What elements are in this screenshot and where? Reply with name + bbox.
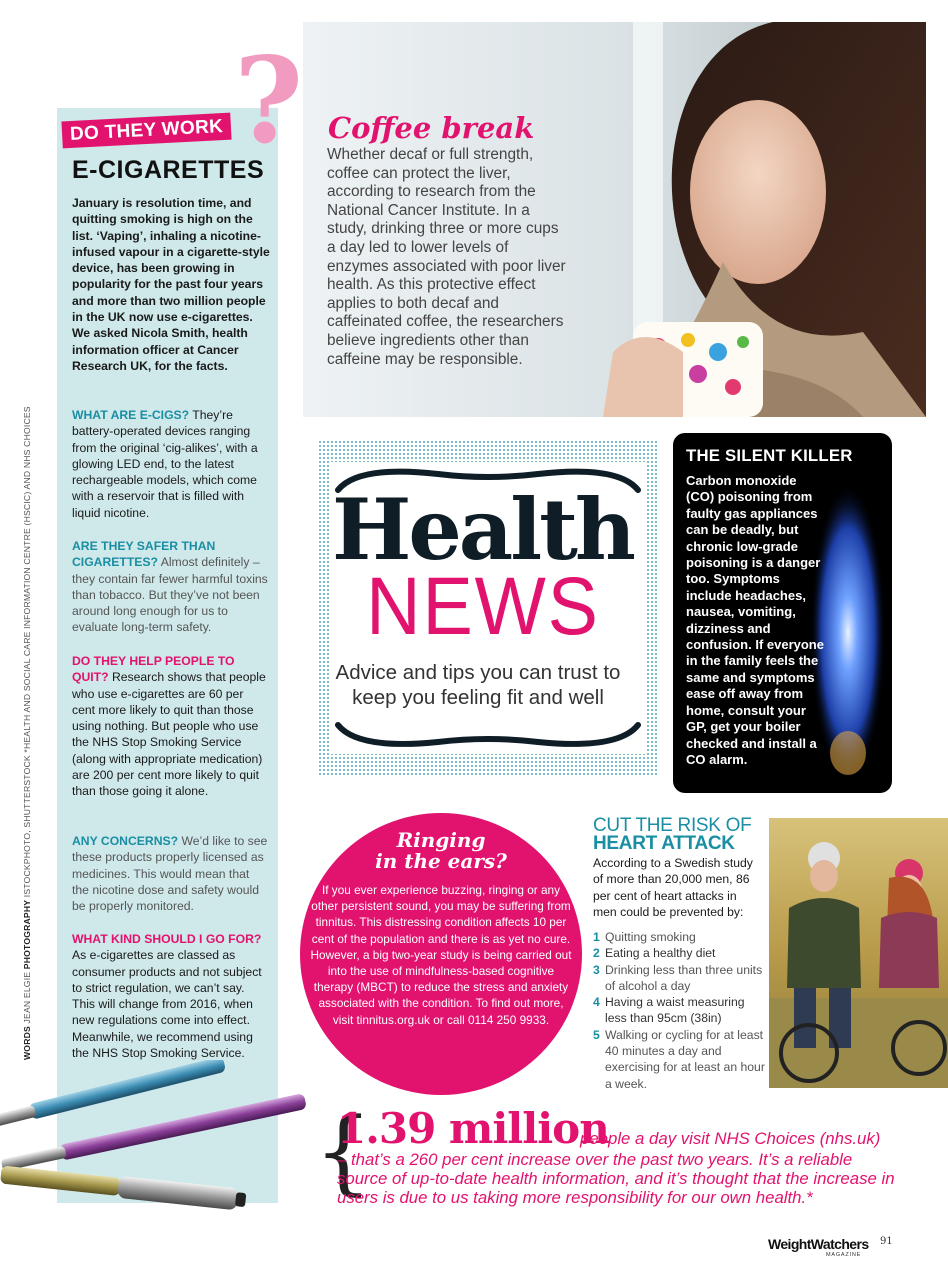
ecig-intro: January is resolution time, and quitting smoking is high on the list. ‘Vaping’, inhaling a nicotine-infused vapour in a cigarette-style device, has been growing in popularity for the past four years and more than two million people in the UK now use e-cigarettes. We asked Nicola Smith, health information officer at Cancer Research UK, for the facts. (72, 196, 270, 373)
health-news-tagline: Advice and tips you can trust to keep you feeling fit and well (335, 661, 621, 709)
ecig-section-safer (72, 538, 268, 636)
ecig-section-what (72, 407, 268, 521)
weightwatchers-logo: WeightWatchers (768, 1236, 869, 1252)
health-news-heading: Health (331, 480, 634, 579)
ringing-body: If you ever experience buzzing, ringing or any other persistent sound, you may be suffering from tinnitus. This distressing condition affects 10 per cent of the population and there is as yet no cure. However, a big two-year study is being carried out into the use of mindfulness-based cognitive therapy (MBCT) to reduce the stress and anxiety associated with the condition. To find out more, visit tinnitus.org.uk or call 0114 250 9933. (310, 883, 572, 1027)
ecig-section-quit (72, 653, 268, 800)
heart-intro: According to a Swedish study of more than 20,000 men, 86 per cent of heart attacks in men could be prevented by: (593, 856, 753, 919)
ecig-title: E-CIGARETTES (72, 156, 265, 184)
list-item: 3 Drinking less than three units of alcohol a day (593, 962, 763, 993)
ecig-answer: Almost definitely – they contain far fewer harmful toxins than tobacco. But they’ve not been around long enough for us to evaluate long-term safety. (72, 555, 268, 635)
ecig-question: ANY CONCERNS? (72, 834, 179, 848)
heart-title-line2: HEART ATTACK (593, 833, 735, 854)
list-item: 5 Walking or cycling for at least 40 minutes a day and exercising for at least an hour a week. (593, 1027, 765, 1091)
list-item: 2 Eating a healthy diet (593, 946, 716, 961)
photo-credits: WORDS JEAN ELGIE PHOTOGRAPHY ISTOCKPHOTO, SHUTTERSTOCK *HEALTH AND SOCIAL CARE INFORMATION CENTRE (HSCIC) AND NHS CHOICES (22, 406, 32, 1060)
coffee-body: Whether decaf or full strength, coffee can protect the liver, according to research from the National Cancer Institute. In a study, drinking three or more cups a day led to lower levels of enzymes associated with poor liver health. As this protective effect applies to both decaf and caffeinated coffee, the researchers believe ingredients other than caffeine may be responsible. (327, 146, 566, 368)
ecig-question: WHAT ARE E-CIGS? (72, 408, 190, 422)
ecig-question: WHAT KIND SHOULD I GO FOR? (72, 932, 262, 946)
stat-lead: people a day visit NHS Choices (nhs.uk) (580, 1129, 881, 1148)
ecig-answer: As e-cigarettes are classed as consumer products and not subject to strict regulation, we can’t say. This will change from 2016, when new regulations come into effect. Meanwhile, we recommend using the NHS Stop Smoking Service. (72, 948, 262, 1061)
cyclists-photo (769, 818, 948, 1088)
coffee-title: Coffee break (328, 111, 535, 145)
ecig-section-kind (72, 931, 268, 1061)
ecig-question: ARE THEY SAFER THAN CIGARETTES? (72, 539, 216, 570)
ecig-answer: We’d like to see these products properly licensed as medicines. This would mean that the nicotine dose and safety would be properly monitored. (72, 834, 268, 914)
silent-killer-body: Carbon monoxide (CO) poisoning from faulty gas appliances can be deadly, but chronic low-grade poisoning is a danger too. Symptoms include headaches, nausea, vomiting, dizziness and confusion. If everyone in the family feels the same and symptoms ease off away from home, consult your GP, get your boiler checked and install a CO alarm. (686, 473, 824, 767)
silent-killer-title: THE SILENT KILLER (686, 446, 853, 465)
heart-title-line1: CUT THE RISK OF (593, 815, 752, 836)
stat-brace-decoration: { (314, 1098, 373, 1205)
logo-subtitle: MAGAZINE (826, 1252, 862, 1258)
health-news-subheading: NEWS (366, 561, 600, 652)
ecig-banner: DO THEY WORK (61, 113, 231, 149)
ecig-devices-image (0, 1060, 330, 1230)
ecig-answer: They’re battery-operated devices ranging from the original ‘cig-alikes’, with a glowing LED end, to the latest rechargeable models, which come with a reservoir that is filled with liquid nicotine. (72, 408, 258, 520)
ecig-answer: Research shows that people who use e-cigarettes are 60 per cent more likely to quit than those using nothing. But people who use the NHS Stop Smoking Service (along with appropriate medication) are 200 per cent more likely to quit than those going it alone. (72, 670, 266, 799)
ecig-section-concerns (72, 833, 268, 914)
list-item: 1 Quitting smoking (593, 930, 696, 944)
list-item: 4 Having a waist measuring less than 95cm (38in) (593, 995, 745, 1026)
stat-figure: 1.39 million (337, 1104, 609, 1153)
ecig-question: DO THEY HELP PEOPLE TO QUIT? (72, 654, 235, 685)
heart-list (593, 929, 765, 1092)
page-number: 91 (880, 1236, 893, 1247)
question-mark-graphic: ? (234, 31, 304, 170)
stat-body: – that’s a 260 per cent increase over the past two years. It’s a reliable source of up-to-date health information, and it’s thought that the increase in users is due to us taking more responsibility for our own health.* (337, 1150, 895, 1207)
ringing-title: Ringing in the ears? (375, 828, 507, 873)
